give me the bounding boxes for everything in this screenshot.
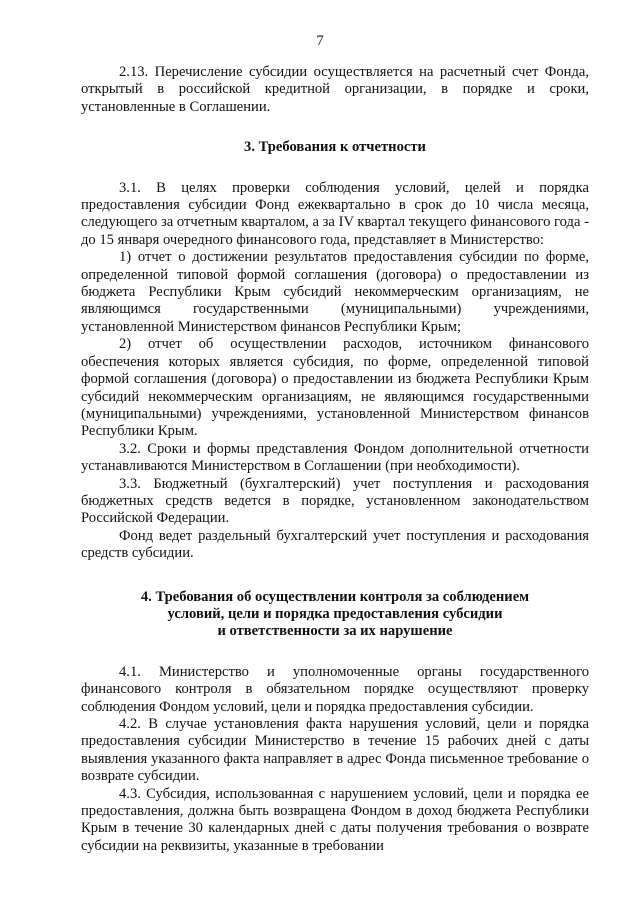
paragraph-4-1: 4.1. Министерство и уполномоченные органы государственного финансового контроля в обязательном порядке осуществляют проверку соблюдения Фондом условий, цели и порядка предоставления субсидии. [81, 663, 589, 715]
paragraph-4-2: 4.2. В случае установления факта нарушения условий, цели и порядка предоставления субсидии Министерство в течение 15 рабочих дней с даты выявления указанного факта направляет в адрес Фонда письменное требование о возврате субсидии. [81, 716, 589, 785]
paragraph-3-3-separate-accounting: Фонд ведет раздельный бухгалтерский учет поступления и расходования средств субсидии. [81, 527, 589, 562]
paragraph-4-3: 4.3. Субсидия, использованная с нарушением условий, цели и порядка ее предоставления, должна быть возвращена Фондом в доход бюджета Республики Крым в течение 30 календарных дней с даты получения требования о возврате субсидии на реквизиты, указанные в требовании [81, 785, 589, 854]
page-number: 7 [316, 33, 324, 49]
paragraph-3-1-item-1: 1) отчет о достижении результатов предоставления субсидии по форме, определенной типовой формой соглашения (договора) о предоставлении из бюджета Республики Крым субсидий некоммерческим организациям, не являющимся государственными (муниципальными) учреждениями, установленной Министерством финансов Республики Крым; [81, 249, 589, 335]
paragraph-2-13: 2.13. Перечисление субсидии осуществляется на расчетный счет Фонда, открытый в российской кредитной организации, в порядке и сроки, установленные в Соглашении. [81, 64, 589, 115]
paragraph-3-1-item-2: 2) отчет об осуществлении расходов, источником финансового обеспечения которых является субсидия, по форме, определенной типовой формой соглашения (договора) о предоставлении из бюджета Республики Крым субсидий некоммерческим организациям, не являющимся государственными (муниципальными) учреждениями, установленной Министерством финансов Республики Крым. [81, 336, 589, 440]
section-4-heading-line-2: условий, цели и порядка предоставления субсидии [167, 605, 503, 622]
paragraph-3-1: 3.1. В целях проверки соблюдения условий, целей и порядка предоставления субсидии Фонд ежеквартально в срок до 10 числа месяца, следующего за отчетным кварталом, а за IV квартал текущего финансового года - до 15 января очередного финансового года, представляет в Министерство: [81, 179, 589, 248]
paragraph-3-2: 3.2. Сроки и формы представления Фондом дополнительной отчетности устанавливаются Министерством в Соглашении (при необходимости). [81, 440, 589, 475]
section-4-heading-line-1: 4. Требования об осуществлении контроля за соблюдением [140, 588, 530, 605]
section-4-heading [81, 589, 589, 641]
section-4-heading-line-3: и ответственности за их нарушение [217, 623, 453, 640]
section-3-heading: 3. Требования к отчетности [244, 139, 426, 156]
paragraph-3-3: 3.3. Бюджетный (бухгалтерский) учет поступления и расходования бюджетных средств ведется в порядке, установленном законодательством Российской Федерации. [81, 475, 589, 527]
document-body [81, 64, 589, 855]
